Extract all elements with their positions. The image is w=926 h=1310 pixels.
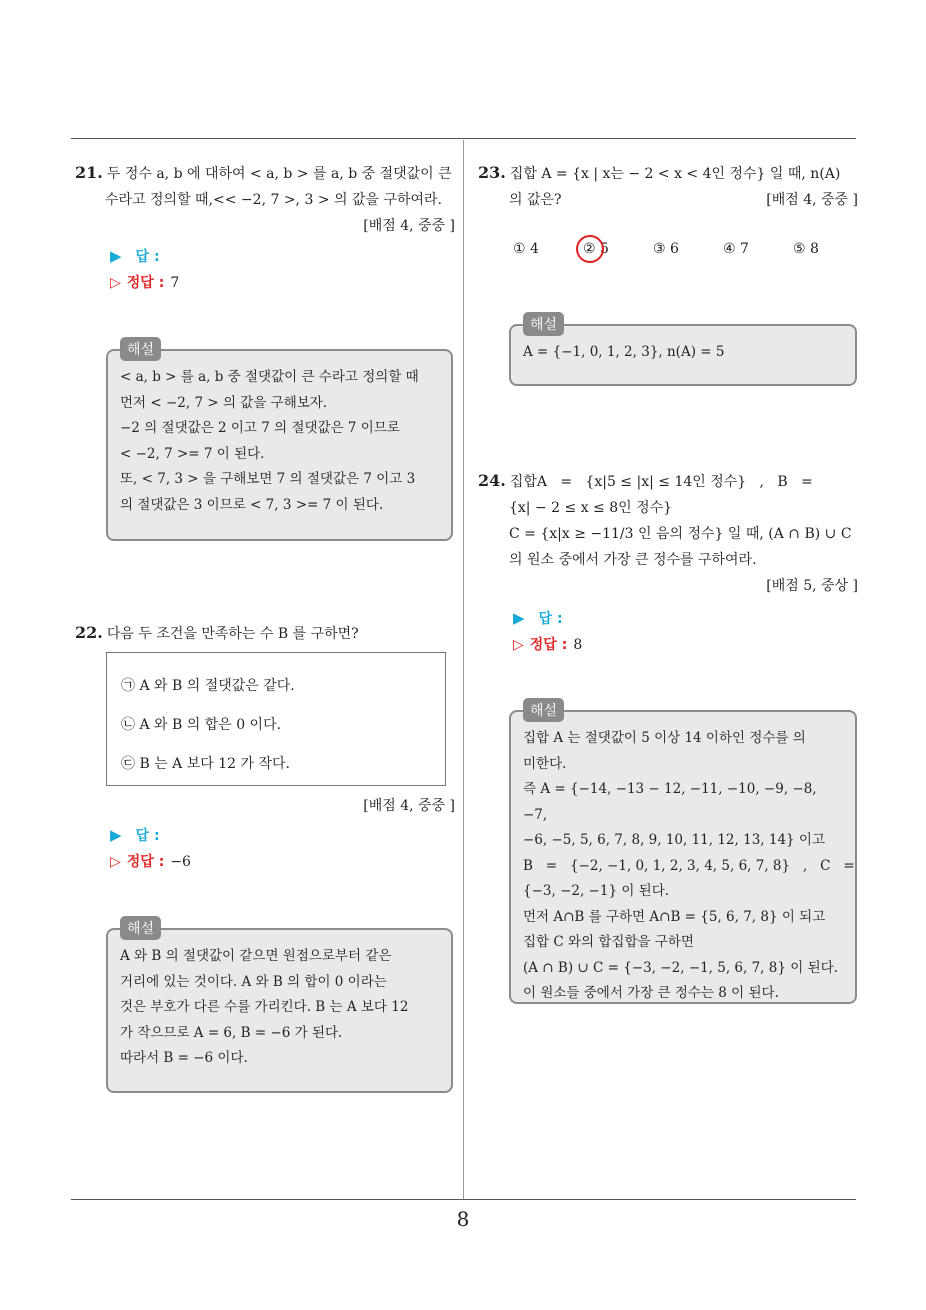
answer-label-24: ▶ 답 : <box>513 609 563 627</box>
question-24 <box>478 468 858 599</box>
choice-1[interactable]: ① 4 <box>513 241 539 257</box>
play-icon: ▶ <box>110 826 122 844</box>
question-text-line1: 집합A = {x|5 ≤ |x| ≤ 14인 정수} , B = <box>509 474 813 490</box>
solution-box-23 <box>509 317 857 386</box>
bottom-rule <box>71 1199 856 1200</box>
question-21 <box>75 160 455 239</box>
solution-tag: 해설 <box>523 698 564 722</box>
condition-3: ㉢ B 는 A 보다 12 가 작다. <box>121 756 290 772</box>
choice-4[interactable]: ④ 7 <box>723 241 749 257</box>
answer-label-22: ▶ 답 : <box>110 826 160 844</box>
solution-text: 집합 A 는 절댓값이 5 이상 14 이하인 정수를 의 미한다. 즉 A = {−14, −13 − 12, −11, −10, −9, −8, −7, −6, −5, 5, 6, 7, 8, 9, 10, 11, 12, 13, 14} 이고 B = {−2, −1, 0, 1, 2, 3, 4, 5, 6, 7, 8} , C = {−3, −2, −1} 이 된다. 먼저 A∩B 를 구하면 A∩B = {5, 6, 7, 8} 이 되고 집합 C 와의 합집합을 구하면 (A ∩ B) ∪ C = {−3, −2, −1, 5, 6, 7, 8} 이 된다. 이 원소들 중에서 가장 큰 정수는 8 이 된다. <box>523 730 855 1001</box>
play-icon: ▶ <box>513 609 525 627</box>
choice-5[interactable]: ⑤ 8 <box>793 241 819 257</box>
choices-23 <box>513 241 863 257</box>
outline-triangle-icon: ▷ <box>513 637 524 653</box>
solution-box-24 <box>509 703 857 1004</box>
outline-triangle-icon: ▷ <box>110 275 121 291</box>
question-text: 다음 두 조건을 만족하는 수 B 를 구하면? <box>106 626 359 642</box>
selected-circle-mark <box>576 235 604 263</box>
score: [배점 4, 중중 ] <box>766 192 858 208</box>
question-number: 22. <box>75 623 103 642</box>
outline-triangle-icon: ▷ <box>110 854 121 870</box>
solution-tag: 해설 <box>120 916 161 940</box>
question-text-line1: 두 정수 a, b 에 대하여 < a, b > 를 a, b 중 절댓값이 큰 <box>106 166 452 182</box>
question-text-line2: 의 값은? <box>509 192 562 208</box>
solution-text: A = {−1, 0, 1, 2, 3}, n(A) = 5 <box>523 344 725 360</box>
condition-1: ㉠ A 와 B 의 절댓값은 같다. <box>121 678 295 694</box>
solution-box-22 <box>106 921 453 1093</box>
correct-answer-24: ▷ 정답 : 8 <box>513 637 583 653</box>
question-text-line2: {x| − 2 ≤ x ≤ 8인 정수} <box>509 500 673 516</box>
choice-3[interactable]: ③ 6 <box>653 241 679 257</box>
conditions-box <box>106 652 446 786</box>
answer-label-21: ▶ 답 : <box>110 247 160 265</box>
correct-answer-22: ▷ 정답 : −6 <box>110 854 191 870</box>
choice-2[interactable]: ② 5 <box>583 241 653 257</box>
page-number: 8 <box>456 1207 470 1231</box>
question-number: 23. <box>478 163 506 182</box>
question-text-line1: 집합 A = {x | x는 − 2 < x < 4인 정수} 일 때, n(A) <box>509 166 841 182</box>
question-text-line3: C = {x|x ≥ −11/3 인 음의 정수} 일 때, (A ∩ B) ∪ C <box>509 526 852 542</box>
score: [배점 4, 중중 ] <box>363 218 455 234</box>
play-icon: ▶ <box>110 247 122 265</box>
column-divider <box>463 140 464 1200</box>
score: [배점 5, 중상 ] <box>766 578 858 594</box>
solution-box-21 <box>106 342 453 541</box>
solution-text: A 와 B 의 절댓값이 같으면 원점으로부터 같은 거리에 있는 것이다. A 와 B 의 합이 0 이라는 것은 부호가 다른 수를 가리킨다. B 는 A 보다 12 가 작으므로 A = 6, B = −6 가 된다. 따라서 B = −6 이다. <box>120 948 409 1066</box>
solution-tag: 해설 <box>120 337 161 361</box>
score-22: [배점 4, 중중 ] <box>363 798 455 814</box>
question-text-line2: 수라고 정의할 때,<< −2, 7 >, 3 > 의 값을 구하여라. <box>105 192 443 208</box>
correct-answer-21: ▷ 정답 : 7 <box>110 275 180 291</box>
solution-tag: 해설 <box>523 312 564 336</box>
question-number: 24. <box>478 471 506 490</box>
question-text-line4: 의 원소 중에서 가장 큰 정수를 구하여라. <box>509 552 757 568</box>
solution-text: < a, b > 를 a, b 중 절댓값이 큰 수라고 정의할 때 먼저 < −2, 7 > 의 값을 구해보자. −2 의 절댓값은 2 이고 7 의 절댓값은 7 이므로 < −2, 7 >= 7 이 된다. 또, < 7, 3 > 을 구해보면 7 의 절댓값은 7 이고 3 의 절댓값은 3 이므로 < 7, 3 >= 7 이 된다. <box>120 369 419 513</box>
condition-2: ㉡ A 와 B 의 합은 0 이다. <box>121 717 282 733</box>
question-23 <box>478 160 858 213</box>
top-rule <box>71 138 856 139</box>
question-22 <box>75 620 455 647</box>
question-number: 21. <box>75 163 103 182</box>
